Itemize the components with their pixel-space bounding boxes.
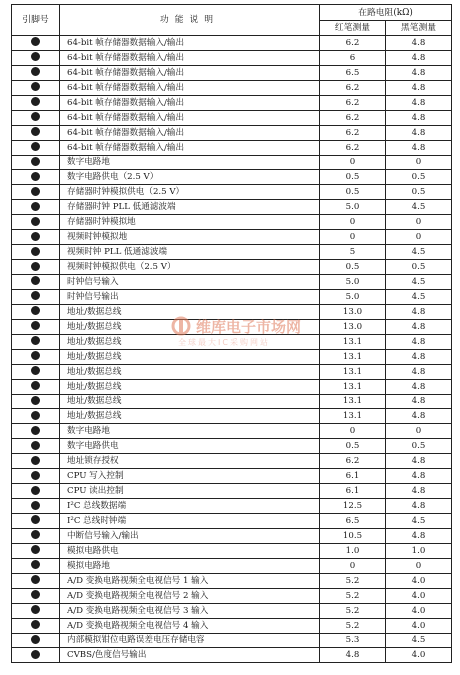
pin-number-circle-icon (31, 172, 40, 181)
black-probe-value: 4.8 (386, 304, 452, 319)
black-probe-value: 4.0 (386, 588, 452, 603)
red-probe-value: 0 (320, 558, 386, 573)
table-row (12, 245, 452, 260)
table-row (12, 484, 452, 499)
black-probe-value: 4.8 (386, 319, 452, 334)
black-probe-value: 4.8 (386, 50, 452, 65)
table-row (12, 499, 452, 514)
pin-number-cell (12, 110, 60, 125)
table-row (12, 424, 452, 439)
table-row (12, 260, 452, 275)
pin-number-circle-icon (31, 157, 40, 166)
pin-number-circle-icon (31, 575, 40, 584)
pin-number-cell (12, 245, 60, 260)
pin-number-circle-icon (31, 276, 40, 285)
black-probe-value: 0 (386, 230, 452, 245)
function-cell: 存储器时钟 PLL 低通滤波端 (60, 200, 320, 215)
black-probe-value: 0 (386, 155, 452, 170)
pin-number-circle-icon (31, 366, 40, 375)
pin-number-circle-icon (31, 530, 40, 539)
red-probe-value: 13.1 (320, 409, 386, 424)
black-probe-value: 1.0 (386, 543, 452, 558)
pin-number-cell (12, 304, 60, 319)
pin-number-cell (12, 65, 60, 80)
table-row (12, 603, 452, 618)
black-probe-value: 4.8 (386, 469, 452, 484)
pin-number-cell (12, 439, 60, 454)
pin-number-circle-icon (31, 471, 40, 480)
pin-number-cell (12, 394, 60, 409)
table-row (12, 304, 452, 319)
function-cell: 地址/数据总线 (60, 304, 320, 319)
black-probe-value: 4.8 (386, 334, 452, 349)
red-probe-value: 4.8 (320, 648, 386, 663)
function-cell: 数字电路地 (60, 424, 320, 439)
table-row (12, 185, 452, 200)
pin-number-cell (12, 319, 60, 334)
table-row (12, 454, 452, 469)
function-cell: 模拟电路供电 (60, 543, 320, 558)
pin-number-cell (12, 633, 60, 648)
pin-number-cell (12, 50, 60, 65)
black-probe-value: 4.8 (386, 80, 452, 95)
red-probe-value: 6.2 (320, 110, 386, 125)
watermark-slogan: 全球最大IC采购网站 (178, 338, 270, 347)
pin-number-cell (12, 558, 60, 573)
function-cell: 64-bit 帧存储器数据输入/输出 (60, 125, 320, 140)
function-cell: CPU 读出控制 (60, 484, 320, 499)
black-probe-value: 4.0 (386, 618, 452, 633)
table-row (12, 319, 452, 334)
pin-number-circle-icon (31, 515, 40, 524)
resistance-column-header: 在路电阻(kΩ) (320, 5, 452, 21)
red-probe-value: 5.0 (320, 200, 386, 215)
red-probe-value: 6.2 (320, 80, 386, 95)
table-row (12, 439, 452, 454)
pin-number-cell (12, 155, 60, 170)
pin-number-circle-icon (31, 232, 40, 241)
pin-number-cell (12, 514, 60, 529)
pin-number-circle-icon (31, 441, 40, 450)
function-cell: 时钟信号输出 (60, 289, 320, 304)
function-cell: I²C 总线数据端 (60, 499, 320, 514)
pin-number-circle-icon (31, 187, 40, 196)
pin-column-header: 引脚号 (12, 5, 60, 36)
function-cell: 数字电路地 (60, 155, 320, 170)
pin-number-cell (12, 499, 60, 514)
black-probe-value: 4.8 (386, 379, 452, 394)
table-row (12, 155, 452, 170)
pin-number-circle-icon (31, 426, 40, 435)
pin-number-circle-icon (31, 52, 40, 61)
table-row (12, 289, 452, 304)
table-row (12, 528, 452, 543)
red-probe-value: 13.1 (320, 364, 386, 379)
red-probe-value: 6.2 (320, 125, 386, 140)
pin-number-circle-icon (31, 396, 40, 405)
red-probe-value: 5.2 (320, 618, 386, 633)
table-header-row (12, 5, 452, 21)
black-probe-value: 4.8 (386, 349, 452, 364)
table-row (12, 618, 452, 633)
red-probe-value: 6.2 (320, 95, 386, 110)
pin-number-cell (12, 349, 60, 364)
function-cell: 中断信号输入/输出 (60, 528, 320, 543)
black-probe-value: 4.8 (386, 140, 452, 155)
function-cell: 地址/数据总线 (60, 349, 320, 364)
function-cell: 地址/数据总线 (60, 409, 320, 424)
black-probe-value: 4.8 (386, 394, 452, 409)
function-cell: 模拟电路地 (60, 558, 320, 573)
table-row (12, 364, 452, 379)
black-probe-value: 4.8 (386, 36, 452, 51)
pin-number-circle-icon (31, 590, 40, 599)
pin-number-circle-icon (31, 381, 40, 390)
pin-number-cell (12, 275, 60, 290)
table-row (12, 140, 452, 155)
pin-number-cell (12, 289, 60, 304)
red-probe-value: 13.0 (320, 319, 386, 334)
pin-number-cell (12, 80, 60, 95)
pin-number-circle-icon (31, 456, 40, 465)
pin-number-cell (12, 200, 60, 215)
pin-number-circle-icon (31, 112, 40, 121)
red-probe-value: 6.2 (320, 36, 386, 51)
red-probe-value: 12.5 (320, 499, 386, 514)
red-probe-value: 5.0 (320, 275, 386, 290)
red-probe-value: 6.2 (320, 454, 386, 469)
red-probe-value: 6.1 (320, 469, 386, 484)
function-cell: 地址/数据总线 (60, 379, 320, 394)
function-cell: 64-bit 帧存储器数据输入/输出 (60, 95, 320, 110)
red-probe-value: 6.5 (320, 65, 386, 80)
pin-number-circle-icon (31, 560, 40, 569)
table-row (12, 170, 452, 185)
function-cell: 地址/数据总线 (60, 364, 320, 379)
pin-number-circle-icon (31, 351, 40, 360)
function-cell: 64-bit 帧存储器数据输入/输出 (60, 36, 320, 51)
function-cell: 视频时钟 PLL 低通滤波端 (60, 245, 320, 260)
table-row (12, 573, 452, 588)
black-probe-value: 4.0 (386, 603, 452, 618)
black-probe-value: 0.5 (386, 185, 452, 200)
black-probe-value: 4.5 (386, 200, 452, 215)
pin-number-circle-icon (31, 217, 40, 226)
red-probe-value: 1.0 (320, 543, 386, 558)
pin-number-cell (12, 95, 60, 110)
pin-number-circle-icon (31, 202, 40, 211)
red-probe-value: 13.1 (320, 334, 386, 349)
black-probe-value: 4.5 (386, 514, 452, 529)
function-cell: 视频时钟模拟供电（2.5 V） (60, 260, 320, 275)
black-probe-value: 4.0 (386, 573, 452, 588)
table-row (12, 275, 452, 290)
pin-number-circle-icon (31, 605, 40, 614)
red-probe-value: 6 (320, 50, 386, 65)
function-cell: 64-bit 帧存储器数据输入/输出 (60, 50, 320, 65)
black-probe-value: 0.5 (386, 170, 452, 185)
function-cell: 内部模拟钳位电路误差电压存储电容 (60, 633, 320, 648)
table-row (12, 379, 452, 394)
table-row (12, 65, 452, 80)
red-probe-value: 13.1 (320, 379, 386, 394)
pin-number-circle-icon (31, 82, 40, 91)
black-probe-value: 4.8 (386, 454, 452, 469)
table-row (12, 200, 452, 215)
pin-number-circle-icon (31, 411, 40, 420)
pin-number-circle-icon (31, 97, 40, 106)
black-probe-value: 4.8 (386, 65, 452, 80)
pin-number-cell (12, 588, 60, 603)
black-probe-value: 4.8 (386, 409, 452, 424)
function-cell: 地址/数据总线 (60, 334, 320, 349)
function-cell: A/D 变换电路视频全电视信号 1 输入 (60, 573, 320, 588)
table-row (12, 50, 452, 65)
pin-number-circle-icon (31, 321, 40, 330)
pin-number-circle-icon (31, 545, 40, 554)
pin-number-circle-icon (31, 486, 40, 495)
table-row (12, 588, 452, 603)
black-probe-value: 4.5 (386, 289, 452, 304)
function-cell: 地址锁存授权 (60, 454, 320, 469)
table-row (12, 469, 452, 484)
table-row (12, 394, 452, 409)
pin-number-cell (12, 140, 60, 155)
pin-number-circle-icon (31, 620, 40, 629)
function-cell: 64-bit 帧存储器数据输入/输出 (60, 140, 320, 155)
pin-number-cell (12, 454, 60, 469)
pin-number-cell (12, 36, 60, 51)
red-probe-value: 0 (320, 424, 386, 439)
pin-number-cell (12, 125, 60, 140)
table-row (12, 558, 452, 573)
pin-number-circle-icon (31, 262, 40, 271)
function-cell: 存储器时钟模拟地 (60, 215, 320, 230)
red-probe-value: 0 (320, 215, 386, 230)
black-probe-value: 0 (386, 558, 452, 573)
pin-number-circle-icon (31, 37, 40, 46)
red-probe-value: 0.5 (320, 260, 386, 275)
black-probe-value: 0 (386, 215, 452, 230)
table-row (12, 409, 452, 424)
red-probe-value: 6.1 (320, 484, 386, 499)
black-probe-value: 4.5 (386, 245, 452, 260)
table-row (12, 514, 452, 529)
red-probe-value: 0 (320, 155, 386, 170)
pin-number-circle-icon (31, 247, 40, 256)
black-probe-value: 4.5 (386, 275, 452, 290)
black-probe-value: 4.8 (386, 110, 452, 125)
black-probe-value: 0.5 (386, 260, 452, 275)
pin-number-circle-icon (31, 291, 40, 300)
black-probe-value: 4.8 (386, 499, 452, 514)
function-cell: CVBS/色度信号输出 (60, 648, 320, 663)
black-probe-value: 4.8 (386, 484, 452, 499)
black-probe-value: 4.8 (386, 95, 452, 110)
function-cell: A/D 变换电路视频全电视信号 3 输入 (60, 603, 320, 618)
table-row (12, 36, 452, 51)
table-row (12, 80, 452, 95)
pin-number-cell (12, 424, 60, 439)
pin-number-cell (12, 528, 60, 543)
black-probe-value: 0 (386, 424, 452, 439)
table-row (12, 349, 452, 364)
table-row (12, 110, 452, 125)
pin-number-cell (12, 603, 60, 618)
red-probe-value: 0 (320, 230, 386, 245)
pin-number-circle-icon (31, 142, 40, 151)
function-cell: 数字电路供电（2.5 V） (60, 170, 320, 185)
red-probe-value: 13.1 (320, 349, 386, 364)
pin-number-circle-icon (31, 306, 40, 315)
table-row (12, 230, 452, 245)
black-probe-value: 4.8 (386, 528, 452, 543)
table-row (12, 633, 452, 648)
function-cell: 视频时钟模拟地 (60, 230, 320, 245)
pin-number-cell (12, 618, 60, 633)
function-cell: 地址/数据总线 (60, 319, 320, 334)
pin-number-cell (12, 469, 60, 484)
black-probe-value: 4.0 (386, 648, 452, 663)
function-cell: 存储器时钟模拟供电（2.5 V） (60, 185, 320, 200)
pin-number-circle-icon (31, 635, 40, 644)
function-cell: 64-bit 帧存储器数据输入/输出 (60, 65, 320, 80)
watermark-brand: 维库电子市场网 (196, 318, 302, 336)
pin-resistance-table (11, 4, 452, 663)
red-probe-value: 6.5 (320, 514, 386, 529)
function-cell: A/D 变换电路视频全电视信号 4 输入 (60, 618, 320, 633)
black-probe-value: 4.8 (386, 125, 452, 140)
table-row (12, 215, 452, 230)
table-row (12, 543, 452, 558)
red-probe-header: 红笔测量 (320, 21, 386, 36)
red-probe-value: 5.3 (320, 633, 386, 648)
function-cell: A/D 变换电路视频全电视信号 2 输入 (60, 588, 320, 603)
function-column-header: 功能说明 (60, 5, 320, 36)
red-probe-value: 10.5 (320, 528, 386, 543)
pin-number-cell (12, 409, 60, 424)
function-cell: I²C 总线时钟端 (60, 514, 320, 529)
black-probe-value: 4.8 (386, 364, 452, 379)
red-probe-value: 0.5 (320, 185, 386, 200)
black-probe-value: 4.5 (386, 633, 452, 648)
red-probe-value: 6.2 (320, 140, 386, 155)
table-row (12, 334, 452, 349)
pin-number-cell (12, 648, 60, 663)
black-probe-value: 0.5 (386, 439, 452, 454)
red-probe-value: 5.2 (320, 588, 386, 603)
pin-number-circle-icon (31, 67, 40, 76)
function-cell: 时钟信号输入 (60, 275, 320, 290)
pin-number-cell (12, 185, 60, 200)
red-probe-value: 5.2 (320, 603, 386, 618)
red-probe-value: 5.2 (320, 573, 386, 588)
function-cell: 地址/数据总线 (60, 394, 320, 409)
red-probe-value: 0.5 (320, 170, 386, 185)
function-cell: 64-bit 帧存储器数据输入/输出 (60, 110, 320, 125)
pin-number-cell (12, 379, 60, 394)
pin-number-cell (12, 364, 60, 379)
table-row (12, 125, 452, 140)
pin-number-cell (12, 260, 60, 275)
function-cell: 数字电路供电 (60, 439, 320, 454)
red-probe-value: 5.0 (320, 289, 386, 304)
black-probe-header: 黑笔测量 (386, 21, 452, 36)
red-probe-value: 13.0 (320, 304, 386, 319)
red-probe-value: 0.5 (320, 439, 386, 454)
pin-number-cell (12, 170, 60, 185)
pin-number-cell (12, 484, 60, 499)
red-probe-value: 13.1 (320, 394, 386, 409)
pin-number-cell (12, 543, 60, 558)
table-row (12, 648, 452, 663)
table-body (12, 36, 452, 663)
pin-number-circle-icon (31, 336, 40, 345)
pin-number-circle-icon (31, 501, 40, 510)
function-cell: CPU 写入控制 (60, 469, 320, 484)
red-probe-value: 5 (320, 245, 386, 260)
pin-number-cell (12, 215, 60, 230)
pin-number-cell (12, 573, 60, 588)
pin-number-cell (12, 230, 60, 245)
pin-number-circle-icon (31, 127, 40, 136)
function-cell: 64-bit 帧存储器数据输入/输出 (60, 80, 320, 95)
table-row (12, 95, 452, 110)
pin-number-circle-icon (31, 650, 40, 659)
pin-number-cell (12, 334, 60, 349)
